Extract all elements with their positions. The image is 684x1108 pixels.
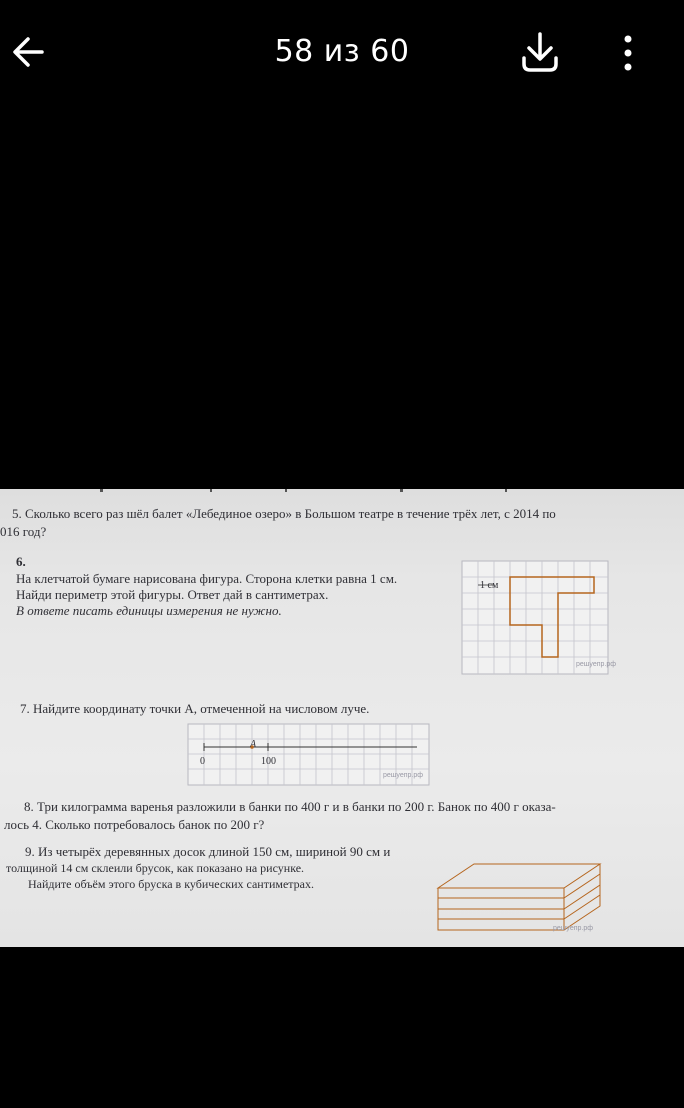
top-bar <box>0 0 684 110</box>
document-photo <box>0 489 684 947</box>
q8-line1: 8. Три килограмма варенья разложили в банки по 400 г и в банки по 200 г. Банок по 400 г оказа- <box>24 799 556 814</box>
q6-line2: Найди периметр этой фигуры. Ответ дай в сантиметрах. <box>16 587 329 602</box>
more-menu-button[interactable] <box>606 32 646 76</box>
q8-line2: лось 4. Сколько потребовалось банок по 200 г? <box>4 817 265 832</box>
q5-line1: 5. Сколько всего раз шёл балет «Лебединое озеро» в Большом театре в течение трёх лет, с 2014 по <box>12 506 556 521</box>
more-vertical-icon <box>606 32 646 76</box>
q7-watermark: решуепр.рф <box>383 772 423 779</box>
page-counter: 58 из 60 <box>274 34 410 69</box>
q9-stacked-boards-figure <box>434 862 606 934</box>
q9-line2: толщиной 14 см склеили брусок, как показано на рисунке. <box>6 861 305 875</box>
q9-watermark: решуепр.рф <box>553 925 593 932</box>
q6-number: 6. <box>16 554 26 569</box>
q7-point-label: A <box>250 739 257 750</box>
q7-zero-label: 0 <box>200 756 205 767</box>
q7-hundred-label: 100 <box>261 756 276 767</box>
q6-watermark: решуепр.рф <box>576 661 616 668</box>
q6-line3: В ответе писать единицы измерения не нужно. <box>16 603 282 618</box>
download-button[interactable] <box>516 28 564 76</box>
q6-grid-label: 1 см <box>480 580 499 591</box>
q6-line1: На клетчатой бумаге нарисована фигура. Сторона клетки равна 1 см. <box>16 571 398 586</box>
cut-off-text-remnant <box>0 489 684 495</box>
download-icon <box>516 28 564 76</box>
q9-line1: 9. Из четырёх деревянных досок длиной 150 см, шириной 90 см и <box>25 844 391 859</box>
q9-line3: Найдите объём этого бруска в кубических сантиметрах. <box>28 877 315 891</box>
q7-text: 7. Найдите координату точки A, отмеченной на числовом луче. <box>20 701 370 716</box>
q5-line2: 016 год? <box>0 524 47 539</box>
